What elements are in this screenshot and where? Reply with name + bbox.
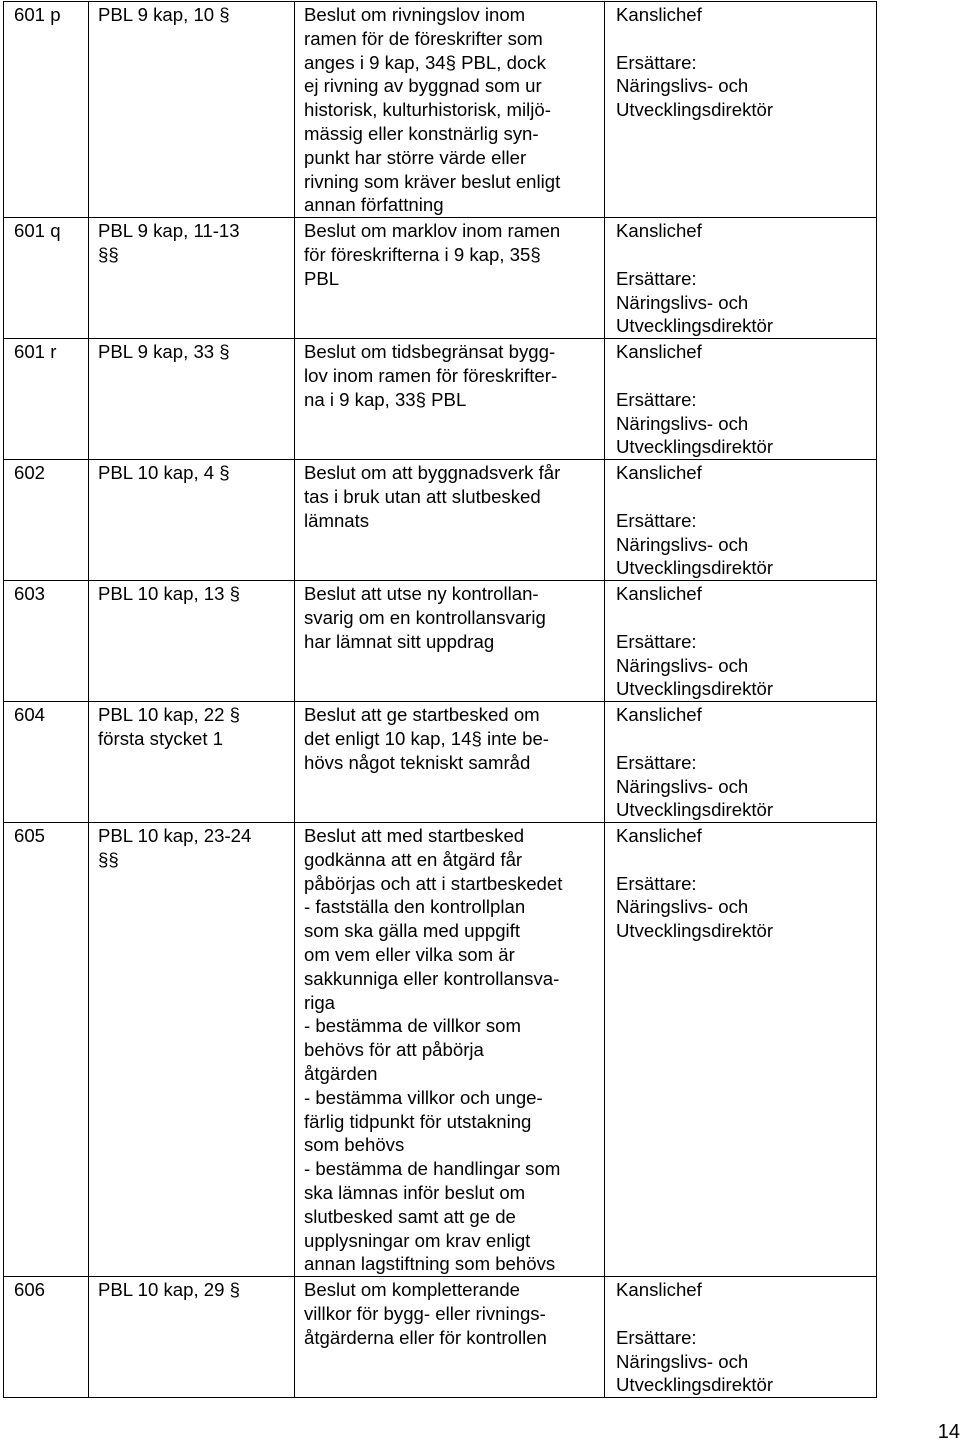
- delegate-cell: [605, 1277, 877, 1398]
- delegate-substitute: Ersättare: Näringslivs- och Utvecklingsdirektör: [616, 51, 774, 121]
- row-number-cell: [4, 702, 89, 823]
- delegate-cell: [605, 460, 877, 581]
- decision-description-cell: [295, 218, 605, 339]
- row-number: 601 p: [14, 4, 61, 25]
- table-row: [4, 218, 877, 339]
- delegate-primary: Kanslichef: [616, 583, 702, 605]
- delegate-cell: [605, 339, 877, 460]
- delegate-substitute: Ersättare: Näringslivs- och Utvecklingsdirektör: [616, 509, 774, 579]
- table-row: [4, 702, 877, 823]
- delegate-primary: Kanslichef: [616, 704, 702, 726]
- law-reference: PBL 9 kap, 11-13 §§: [98, 220, 240, 265]
- decision-description: Beslut att med startbesked godkänna att en åtgärd får påbörjas och att i startbeskedet - fastställa den kontrollplan som ska gälla med uppgift om vem eller vilka som är sakkunniga eller kontrollansva- riga - bestämma de villkor som behövs för att påbörja åtgärden - bestämma villkor och unge- färlig tidpunkt för utstakning som behövs - bestämma de handlingar som ska lämnas inför beslut om slutbesked samt att ge de upplysningar om krav enligt annan lagstiftning som behövs: [304, 825, 563, 1275]
- table-row: [4, 581, 877, 702]
- law-reference: PBL 10 kap, 22 § första stycket 1: [98, 704, 240, 749]
- law-reference-cell: [89, 218, 295, 339]
- law-reference: PBL 9 kap, 33 §: [98, 341, 230, 363]
- row-number-cell: [4, 460, 89, 581]
- delegate-cell: [605, 823, 877, 1277]
- decision-description-cell: [295, 702, 605, 823]
- delegate-primary: Kanslichef: [616, 341, 702, 363]
- row-number: 601 q: [14, 220, 61, 242]
- row-number-cell: [4, 2, 89, 218]
- delegate-primary: Kanslichef: [616, 4, 702, 25]
- delegate-primary: Kanslichef: [616, 220, 702, 242]
- law-reference: PBL 10 kap, 4 §: [98, 462, 230, 484]
- law-reference-cell: [89, 823, 295, 1277]
- row-number-cell: [4, 339, 89, 460]
- decision-description-cell: [295, 823, 605, 1277]
- law-reference: PBL 9 kap, 10 §: [98, 4, 230, 25]
- table-row: [4, 823, 877, 1277]
- decision-description-cell: [295, 581, 605, 702]
- delegate-substitute: Ersättare: Näringslivs- och Utvecklingsdirektör: [616, 267, 774, 337]
- delegate-primary: Kanslichef: [616, 462, 702, 484]
- row-number-cell: [4, 218, 89, 339]
- decision-description: Beslut att ge startbesked om det enligt 10 kap, 14§ inte be- hövs något tekniskt samråd: [304, 704, 549, 773]
- row-number: 601 r: [14, 341, 57, 363]
- row-number: 604: [14, 704, 46, 726]
- law-reference: PBL 10 kap, 23-24 §§: [98, 825, 252, 870]
- decision-description: Beslut om marklov inom ramen för föreskrifterna i 9 kap, 35§ PBL: [304, 220, 561, 289]
- law-reference-cell: [89, 702, 295, 823]
- delegate-primary: Kanslichef: [616, 1279, 702, 1301]
- row-number: 606: [14, 1279, 46, 1301]
- law-reference: PBL 10 kap, 29 §: [98, 1279, 240, 1301]
- delegation-table: [3, 1, 877, 1398]
- law-reference: PBL 10 kap, 13 §: [98, 583, 240, 605]
- decision-description-cell: [295, 2, 605, 218]
- delegate-substitute: Ersättare: Näringslivs- och Utvecklingsdirektör: [616, 872, 774, 942]
- table-row: [4, 460, 877, 581]
- decision-description: Beslut om tidsbegränsat bygg- lov inom ramen för föreskrifter- na i 9 kap, 33§ PBL: [304, 341, 558, 410]
- decision-description-cell: [295, 339, 605, 460]
- page-number: 14: [937, 1421, 960, 1443]
- delegate-cell: [605, 218, 877, 339]
- row-number-cell: [4, 581, 89, 702]
- delegate-cell: [605, 702, 877, 823]
- table-row: [4, 339, 877, 460]
- decision-description-cell: [295, 1277, 605, 1398]
- law-reference-cell: [89, 460, 295, 581]
- decision-description: Beslut att utse ny kontrollan- svarig om en kontrollansvarig har lämnat sitt uppdrag: [304, 583, 546, 652]
- delegate-substitute: Ersättare: Näringslivs- och Utvecklingsdirektör: [616, 630, 774, 700]
- law-reference-cell: [89, 2, 295, 218]
- delegate-cell: [605, 581, 877, 702]
- row-number: 605: [14, 825, 46, 847]
- decision-description: Beslut om rivningslov inom ramen för de föreskrifter som anges i 9 kap, 34§ PBL, dock ej rivning av byggnad som ur historisk, kulturhistorisk, miljö- mässig eller konstnärlig syn- punkt har större värde eller rivning som kräver beslut enligt annan författning: [304, 4, 561, 216]
- delegate-substitute: Ersättare: Näringslivs- och Utvecklingsdirektör: [616, 751, 774, 821]
- table-row: [4, 1277, 877, 1398]
- delegate-primary: Kanslichef: [616, 825, 702, 847]
- table-row: [4, 2, 877, 218]
- row-number-cell: [4, 823, 89, 1277]
- law-reference-cell: [89, 581, 295, 702]
- delegate-cell: [605, 2, 877, 218]
- row-number: 603: [14, 583, 46, 605]
- delegate-substitute: Ersättare: Näringslivs- och Utvecklingsdirektör: [616, 388, 774, 458]
- row-number: 602: [14, 462, 46, 484]
- decision-description-cell: [295, 460, 605, 581]
- law-reference-cell: [89, 339, 295, 460]
- decision-description: Beslut om kompletterande villkor för bygg- eller rivnings- åtgärderna eller för kontrollen: [304, 1279, 547, 1348]
- decision-description: Beslut om att byggnadsverk får tas i bruk utan att slutbesked lämnats: [304, 462, 561, 531]
- law-reference-cell: [89, 1277, 295, 1398]
- delegate-substitute: Ersättare: Näringslivs- och Utvecklingsdirektör: [616, 1326, 774, 1396]
- row-number-cell: [4, 1277, 89, 1398]
